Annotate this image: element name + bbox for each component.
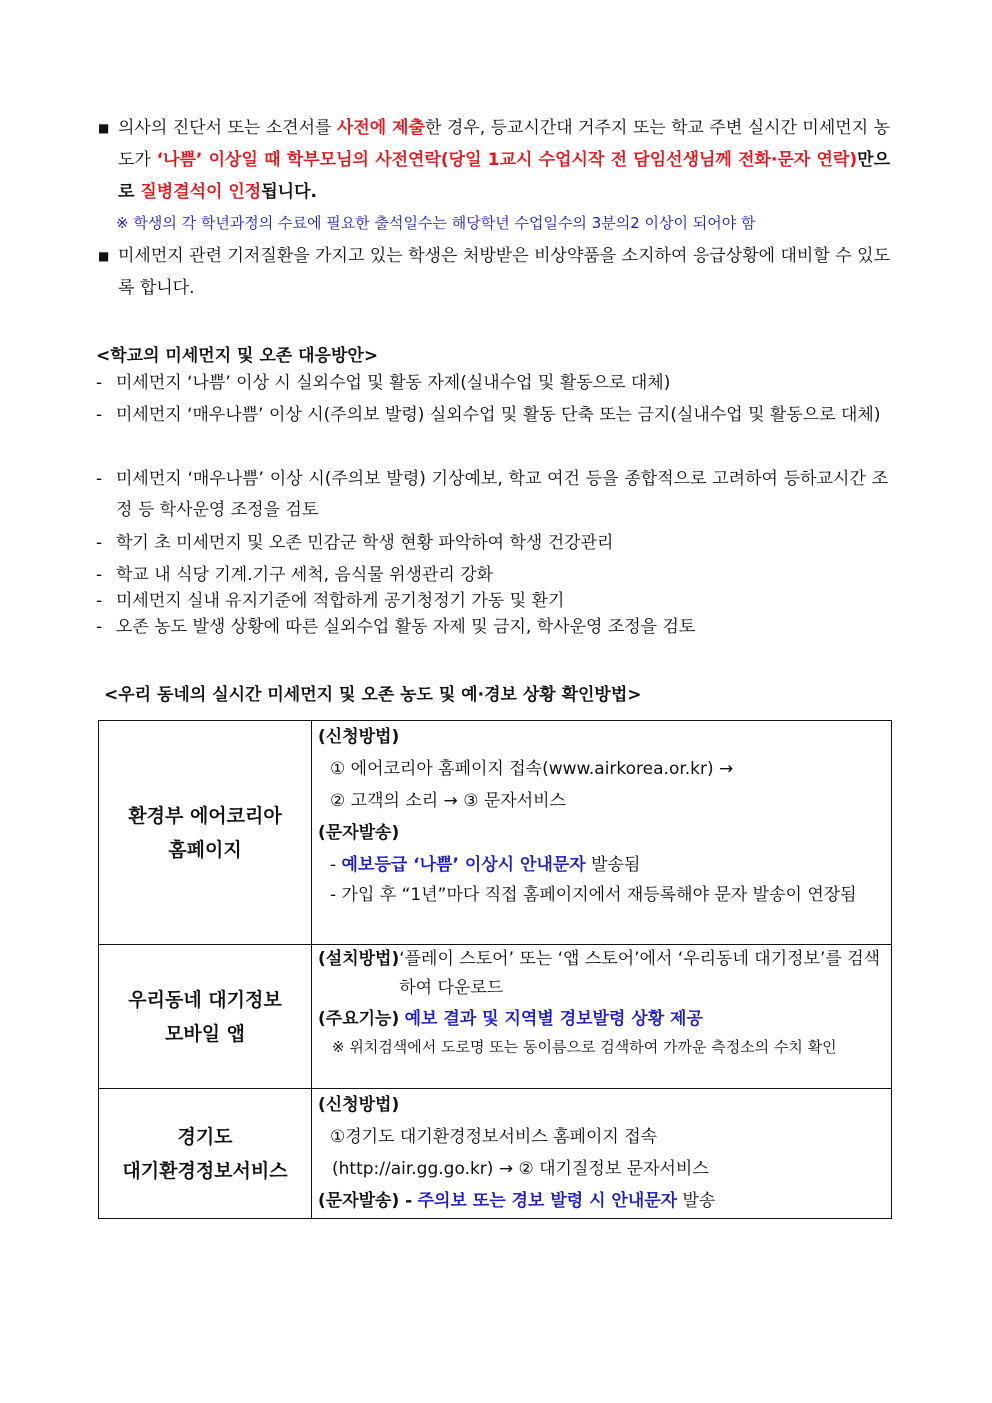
row-header-airkorea: 환경부 에어코리아 홈페이지 (99, 721, 312, 945)
attendance-note: ※ 학생의 각 학년과정의 수료에 필요한 출석일수는 해당학년 수업일수의 3분의2 이상이 되어야 함 (116, 214, 756, 232)
response-item: - 오존 농도 발생 상황에 따른 실외수업 활동 자제 및 금지, 학사운영 조정을 검토 (96, 617, 696, 637)
table-row (99, 945, 892, 1089)
table-row (99, 1089, 892, 1219)
response-item: - 미세먼지 ‘매우나쁨’ 이상 시(주의보 발령) 실외수업 및 활동 단축 또는 금지(실내수업 및 활동으로 대체) (96, 405, 881, 425)
section-title-school-response: <학교의 미세먼지 및 오존 대응방안> (96, 346, 379, 366)
info-table (98, 720, 892, 1219)
bullet1-text-red-c: 질병결석이 인정 (140, 182, 262, 202)
bullet-paragraph-2 (98, 240, 890, 304)
bullet1-text-b: 한 경우, 등교시간대 거주지 또는 학교 주변 실시간 미세먼지 농도가 (118, 118, 890, 170)
response-item: - 미세먼지 실내 유지기준에 적합하게 공기청정기 가동 및 환기 (96, 591, 565, 611)
bullet1-text-c: 만으로 (118, 150, 890, 202)
square-bullet-icon: ■ (98, 121, 110, 135)
row-header-gyeonggi: 경기도 대기환경정보서비스 (99, 1089, 312, 1219)
response-item: - 미세먼지 ‘나쁨’ 이상 시 실외수업 및 활동 자제(실내수업 및 활동으로 대체) (96, 373, 671, 393)
bullet1-text-a: 의사의 진단서 또는 소견서를 (118, 118, 337, 138)
row-content-airkorea: (신청방법) ① 에어코리아 홈페이지 접속(www.airkorea.or.kr) → ② 고객의 소리 → ③ 문자서비스 (문자발송) - 예보등급 ‘나쁨’ 이상시 안내문자 발송됨 - 가입 후 “1년”마다 직접 홈페이지에서 재등록해야 문자 발송이 연장됨 (312, 721, 892, 945)
bullet1-text-d: 됩니다. (261, 182, 317, 202)
row-content-gyeonggi: (신청방법) ①경기도 대기환경정보서비스 홈페이지 접속 (http://air.gg.go.kr) → ② 대기질정보 문자서비스 (문자발송) - 주의보 또는 경보 발령 시 안내문자 발송 (312, 1089, 892, 1219)
square-bullet-icon: ■ (98, 249, 110, 263)
row-content-mobile-app: (설치방법) ‘플레이 스토어’ 또는 ‘앱 스토어’에서 ‘우리동네 대기정보’를 검색하여 다운로드 (주요기능) 예보 결과 및 지역별 경보발령 상황 제공 ※ 위치검색에서 도로명 또는 동이름으로 검색하여 가까운 측정소의 수치 확인 (312, 945, 892, 1089)
row-header-mobile-app: 우리동네 대기정보 모바일 앱 (99, 945, 312, 1089)
response-item: - 미세먼지 ‘매우나쁨’ 이상 시(주의보 발령) 기상예보, 학교 여건 등을 종합적으로 고려하여 등하교시간 조정 등 학사운영 조정을 검토 (96, 469, 888, 520)
bullet1-text-red-b: ‘나쁨’ 이상일 때 학부모님의 사전연락(당일 1교시 수업시작 전 담임선생님께 전화·문자 연락) (156, 150, 858, 170)
bullet1-text-red-a: 사전에 제출 (336, 118, 425, 138)
table-row (99, 721, 892, 945)
response-item: - 학교 내 식당 기계.기구 세척, 음식물 위생관리 강화 (96, 565, 494, 585)
response-item: - 학기 초 미세먼지 및 오존 민감군 학생 현황 파악하여 학생 건강관리 (96, 533, 614, 553)
section-title-check-methods: <우리 동네의 실시간 미세먼지 및 오존 농도 및 예·경보 상황 확인방법> (104, 685, 642, 705)
bullet2-text: 미세먼지 관련 기저질환을 가지고 있는 학생은 처방받은 비상약품을 소지하여 응급상황에 대비할 수 있도록 합니다. (118, 246, 890, 298)
bullet-paragraph-1 (98, 112, 890, 208)
